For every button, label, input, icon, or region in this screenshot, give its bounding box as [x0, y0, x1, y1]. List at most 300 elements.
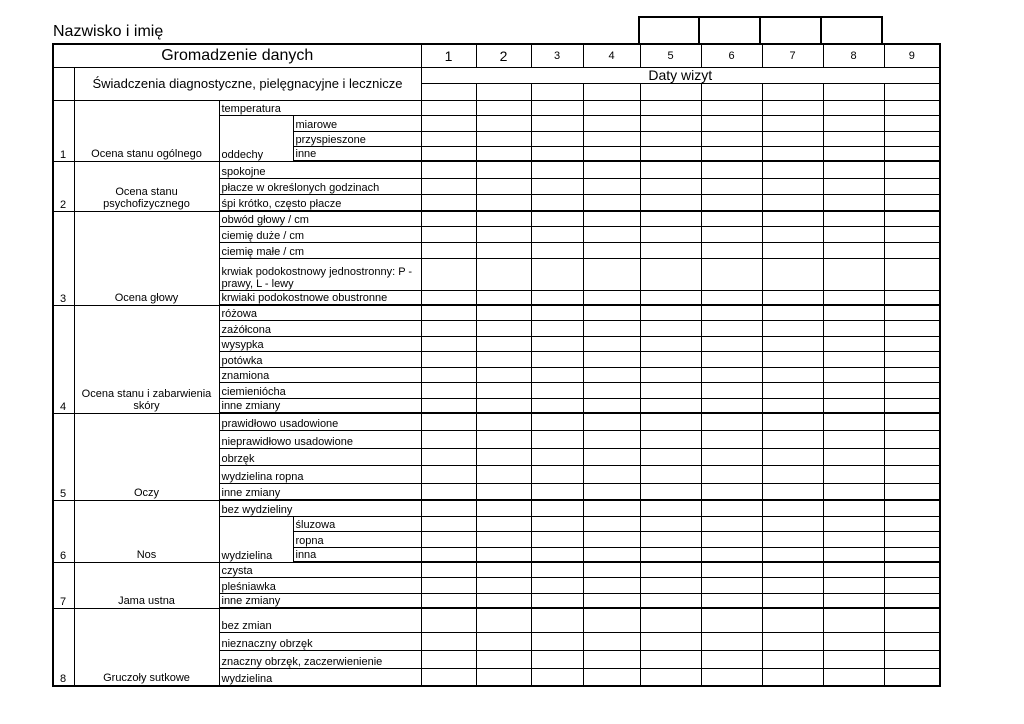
visit-entry-cell[interactable]	[701, 320, 762, 336]
visit-entry-cell[interactable]	[640, 593, 701, 608]
visit-entry-cell[interactable]	[762, 351, 823, 367]
visit-entry-cell[interactable]	[640, 483, 701, 500]
visit-entry-cell[interactable]	[640, 320, 701, 336]
visit-entry-cell[interactable]	[531, 465, 583, 483]
visit-entry-cell[interactable]	[823, 351, 884, 367]
visit-entry-cell[interactable]	[884, 577, 940, 593]
visit-entry-cell[interactable]	[476, 194, 531, 211]
visit-entry-cell[interactable]	[476, 367, 531, 382]
visit-entry-cell[interactable]	[823, 115, 884, 131]
visit-entry-cell[interactable]	[701, 382, 762, 398]
visit-entry-cell[interactable]	[701, 413, 762, 430]
visit-entry-cell[interactable]	[762, 608, 823, 632]
visit-entry-cell[interactable]	[531, 115, 583, 131]
visit-entry-cell[interactable]	[884, 258, 940, 290]
visit-entry-cell[interactable]	[701, 161, 762, 178]
visit-entry-cell[interactable]	[421, 100, 476, 115]
visit-entry-cell[interactable]	[701, 668, 762, 686]
visit-entry-cell[interactable]	[884, 336, 940, 351]
visit-entry-cell[interactable]	[583, 115, 640, 131]
visit-entry-cell[interactable]	[823, 146, 884, 161]
visit-entry-cell[interactable]	[421, 351, 476, 367]
visit-entry-cell[interactable]	[421, 211, 476, 226]
visit-entry-cell[interactable]	[823, 500, 884, 516]
visit-entry-cell[interactable]	[421, 131, 476, 146]
visit-entry-cell[interactable]	[583, 131, 640, 146]
visit-entry-cell[interactable]	[640, 668, 701, 686]
visit-entry-cell[interactable]	[583, 562, 640, 577]
visit-entry-cell[interactable]	[884, 593, 940, 608]
visit-entry-cell[interactable]	[476, 305, 531, 320]
visit-entry-cell[interactable]	[640, 178, 701, 194]
name-cell[interactable]	[881, 16, 883, 44]
visit-entry-cell[interactable]	[583, 632, 640, 650]
visit-entry-cell[interactable]	[884, 632, 940, 650]
visit-entry-cell[interactable]	[640, 161, 701, 178]
visit-entry-cell[interactable]	[762, 258, 823, 290]
visit-entry-cell[interactable]	[583, 351, 640, 367]
visit-entry-cell[interactable]	[640, 100, 701, 115]
visit-entry-cell[interactable]	[762, 382, 823, 398]
visit-entry-cell[interactable]	[421, 336, 476, 351]
visit-entry-cell[interactable]	[640, 531, 701, 547]
name-cell[interactable]	[638, 16, 640, 44]
visit-entry-cell[interactable]	[823, 516, 884, 531]
visit-entry-cell[interactable]	[476, 115, 531, 131]
visit-date-cell[interactable]	[421, 83, 476, 100]
visit-entry-cell[interactable]	[421, 430, 476, 448]
visit-entry-cell[interactable]	[823, 336, 884, 351]
visit-entry-cell[interactable]	[640, 351, 701, 367]
visit-entry-cell[interactable]	[884, 146, 940, 161]
visit-entry-cell[interactable]	[640, 115, 701, 131]
visit-entry-cell[interactable]	[701, 336, 762, 351]
visit-entry-cell[interactable]	[421, 398, 476, 413]
visit-entry-cell[interactable]	[884, 668, 940, 686]
visit-entry-cell[interactable]	[421, 258, 476, 290]
name-cell[interactable]	[698, 16, 700, 44]
visit-entry-cell[interactable]	[531, 668, 583, 686]
visit-entry-cell[interactable]	[583, 608, 640, 632]
visit-entry-cell[interactable]	[583, 531, 640, 547]
visit-entry-cell[interactable]	[762, 161, 823, 178]
visit-entry-cell[interactable]	[583, 367, 640, 382]
visit-entry-cell[interactable]	[531, 194, 583, 211]
visit-entry-cell[interactable]	[421, 516, 476, 531]
visit-entry-cell[interactable]	[421, 194, 476, 211]
visit-entry-cell[interactable]	[640, 290, 701, 305]
visit-date-cell[interactable]	[884, 83, 940, 100]
name-cell[interactable]	[759, 16, 761, 44]
visit-entry-cell[interactable]	[476, 593, 531, 608]
visit-entry-cell[interactable]	[640, 131, 701, 146]
visit-entry-cell[interactable]	[531, 161, 583, 178]
visit-entry-cell[interactable]	[476, 211, 531, 226]
visit-entry-cell[interactable]	[762, 465, 823, 483]
visit-entry-cell[interactable]	[531, 483, 583, 500]
visit-entry-cell[interactable]	[884, 115, 940, 131]
visit-entry-cell[interactable]	[762, 194, 823, 211]
visit-entry-cell[interactable]	[884, 161, 940, 178]
visit-entry-cell[interactable]	[701, 483, 762, 500]
visit-entry-cell[interactable]	[640, 516, 701, 531]
visit-entry-cell[interactable]	[583, 305, 640, 320]
visit-date-cell[interactable]	[762, 83, 823, 100]
visit-entry-cell[interactable]	[884, 131, 940, 146]
visit-entry-cell[interactable]	[476, 608, 531, 632]
visit-entry-cell[interactable]	[476, 226, 531, 242]
visit-entry-cell[interactable]	[583, 146, 640, 161]
visit-entry-cell[interactable]	[823, 413, 884, 430]
visit-entry-cell[interactable]	[421, 242, 476, 258]
visit-entry-cell[interactable]	[762, 413, 823, 430]
visit-entry-cell[interactable]	[476, 320, 531, 336]
visit-entry-cell[interactable]	[762, 593, 823, 608]
visit-entry-cell[interactable]	[583, 547, 640, 562]
visit-entry-cell[interactable]	[640, 632, 701, 650]
visit-entry-cell[interactable]	[583, 448, 640, 465]
visit-entry-cell[interactable]	[476, 430, 531, 448]
visit-entry-cell[interactable]	[701, 465, 762, 483]
visit-entry-cell[interactable]	[531, 100, 583, 115]
visit-entry-cell[interactable]	[884, 226, 940, 242]
visit-entry-cell[interactable]	[701, 367, 762, 382]
visit-entry-cell[interactable]	[823, 258, 884, 290]
visit-entry-cell[interactable]	[701, 562, 762, 577]
visit-entry-cell[interactable]	[583, 430, 640, 448]
visit-entry-cell[interactable]	[701, 448, 762, 465]
visit-entry-cell[interactable]	[823, 531, 884, 547]
visit-entry-cell[interactable]	[701, 305, 762, 320]
visit-entry-cell[interactable]	[583, 465, 640, 483]
visit-entry-cell[interactable]	[583, 226, 640, 242]
visit-entry-cell[interactable]	[762, 320, 823, 336]
visit-entry-cell[interactable]	[823, 290, 884, 305]
visit-entry-cell[interactable]	[640, 226, 701, 242]
visit-entry-cell[interactable]	[531, 146, 583, 161]
visit-entry-cell[interactable]	[476, 562, 531, 577]
visit-entry-cell[interactable]	[823, 448, 884, 465]
visit-date-cell[interactable]	[701, 83, 762, 100]
visit-entry-cell[interactable]	[884, 547, 940, 562]
visit-entry-cell[interactable]	[476, 258, 531, 290]
visit-entry-cell[interactable]	[823, 593, 884, 608]
visit-entry-cell[interactable]	[421, 632, 476, 650]
visit-entry-cell[interactable]	[640, 448, 701, 465]
visit-entry-cell[interactable]	[640, 242, 701, 258]
visit-entry-cell[interactable]	[583, 100, 640, 115]
visit-entry-cell[interactable]	[701, 398, 762, 413]
visit-entry-cell[interactable]	[762, 100, 823, 115]
visit-entry-cell[interactable]	[823, 320, 884, 336]
visit-entry-cell[interactable]	[762, 211, 823, 226]
visit-date-cell[interactable]	[476, 83, 531, 100]
visit-entry-cell[interactable]	[823, 100, 884, 115]
visit-entry-cell[interactable]	[640, 547, 701, 562]
visit-entry-cell[interactable]	[701, 593, 762, 608]
visit-entry-cell[interactable]	[476, 290, 531, 305]
visit-entry-cell[interactable]	[884, 465, 940, 483]
visit-entry-cell[interactable]	[640, 608, 701, 632]
visit-entry-cell[interactable]	[583, 483, 640, 500]
visit-entry-cell[interactable]	[823, 465, 884, 483]
visit-entry-cell[interactable]	[583, 593, 640, 608]
visit-entry-cell[interactable]	[762, 242, 823, 258]
visit-entry-cell[interactable]	[421, 161, 476, 178]
visit-entry-cell[interactable]	[640, 398, 701, 413]
visit-entry-cell[interactable]	[823, 242, 884, 258]
visit-entry-cell[interactable]	[762, 547, 823, 562]
visit-entry-cell[interactable]	[762, 531, 823, 547]
visit-entry-cell[interactable]	[884, 305, 940, 320]
visit-entry-cell[interactable]	[640, 577, 701, 593]
visit-entry-cell[interactable]	[583, 211, 640, 226]
visit-date-cell[interactable]	[640, 83, 701, 100]
visit-date-cell[interactable]	[531, 83, 583, 100]
visit-entry-cell[interactable]	[421, 483, 476, 500]
visit-entry-cell[interactable]	[884, 413, 940, 430]
visit-entry-cell[interactable]	[531, 562, 583, 577]
visit-entry-cell[interactable]	[476, 577, 531, 593]
visit-entry-cell[interactable]	[583, 290, 640, 305]
visit-entry-cell[interactable]	[421, 226, 476, 242]
visit-entry-cell[interactable]	[762, 577, 823, 593]
visit-entry-cell[interactable]	[531, 382, 583, 398]
visit-entry-cell[interactable]	[531, 178, 583, 194]
visit-entry-cell[interactable]	[823, 668, 884, 686]
visit-entry-cell[interactable]	[640, 465, 701, 483]
visit-entry-cell[interactable]	[762, 562, 823, 577]
visit-entry-cell[interactable]	[640, 194, 701, 211]
visit-entry-cell[interactable]	[762, 448, 823, 465]
visit-entry-cell[interactable]	[823, 632, 884, 650]
visit-entry-cell[interactable]	[421, 562, 476, 577]
visit-entry-cell[interactable]	[476, 242, 531, 258]
visit-entry-cell[interactable]	[476, 178, 531, 194]
visit-entry-cell[interactable]	[701, 115, 762, 131]
visit-entry-cell[interactable]	[583, 194, 640, 211]
visit-entry-cell[interactable]	[762, 226, 823, 242]
visit-entry-cell[interactable]	[762, 290, 823, 305]
visit-entry-cell[interactable]	[583, 668, 640, 686]
visit-entry-cell[interactable]	[884, 430, 940, 448]
visit-entry-cell[interactable]	[823, 131, 884, 146]
visit-entry-cell[interactable]	[421, 500, 476, 516]
visit-entry-cell[interactable]	[884, 194, 940, 211]
visit-entry-cell[interactable]	[583, 258, 640, 290]
visit-entry-cell[interactable]	[583, 516, 640, 531]
visit-entry-cell[interactable]	[476, 351, 531, 367]
visit-date-cell[interactable]	[583, 83, 640, 100]
name-cell[interactable]	[820, 16, 822, 44]
visit-entry-cell[interactable]	[884, 608, 940, 632]
visit-entry-cell[interactable]	[701, 531, 762, 547]
visit-entry-cell[interactable]	[421, 547, 476, 562]
visit-entry-cell[interactable]	[531, 320, 583, 336]
visit-entry-cell[interactable]	[421, 178, 476, 194]
visit-entry-cell[interactable]	[583, 413, 640, 430]
visit-entry-cell[interactable]	[884, 178, 940, 194]
visit-entry-cell[interactable]	[762, 336, 823, 351]
visit-entry-cell[interactable]	[476, 382, 531, 398]
visit-entry-cell[interactable]	[583, 577, 640, 593]
visit-entry-cell[interactable]	[701, 547, 762, 562]
visit-entry-cell[interactable]	[640, 211, 701, 226]
visit-entry-cell[interactable]	[701, 146, 762, 161]
visit-entry-cell[interactable]	[884, 650, 940, 668]
visit-entry-cell[interactable]	[640, 650, 701, 668]
visit-entry-cell[interactable]	[884, 448, 940, 465]
visit-entry-cell[interactable]	[531, 516, 583, 531]
visit-entry-cell[interactable]	[476, 413, 531, 430]
visit-entry-cell[interactable]	[531, 448, 583, 465]
visit-entry-cell[interactable]	[762, 305, 823, 320]
visit-entry-cell[interactable]	[421, 146, 476, 161]
visit-entry-cell[interactable]	[531, 650, 583, 668]
visit-entry-cell[interactable]	[421, 668, 476, 686]
visit-entry-cell[interactable]	[701, 226, 762, 242]
visit-entry-cell[interactable]	[823, 650, 884, 668]
visit-entry-cell[interactable]	[640, 305, 701, 320]
visit-entry-cell[interactable]	[583, 500, 640, 516]
visit-entry-cell[interactable]	[476, 483, 531, 500]
visit-entry-cell[interactable]	[531, 577, 583, 593]
visit-entry-cell[interactable]	[762, 668, 823, 686]
visit-entry-cell[interactable]	[531, 398, 583, 413]
visit-entry-cell[interactable]	[531, 367, 583, 382]
visit-entry-cell[interactable]	[476, 668, 531, 686]
visit-entry-cell[interactable]	[884, 211, 940, 226]
visit-entry-cell[interactable]	[421, 577, 476, 593]
visit-entry-cell[interactable]	[823, 161, 884, 178]
visit-entry-cell[interactable]	[701, 242, 762, 258]
visit-entry-cell[interactable]	[640, 336, 701, 351]
visit-entry-cell[interactable]	[701, 178, 762, 194]
visit-entry-cell[interactable]	[531, 290, 583, 305]
visit-entry-cell[interactable]	[531, 413, 583, 430]
visit-entry-cell[interactable]	[640, 382, 701, 398]
visit-entry-cell[interactable]	[823, 562, 884, 577]
visit-entry-cell[interactable]	[884, 242, 940, 258]
visit-entry-cell[interactable]	[701, 430, 762, 448]
visit-entry-cell[interactable]	[701, 211, 762, 226]
visit-entry-cell[interactable]	[476, 632, 531, 650]
visit-entry-cell[interactable]	[531, 547, 583, 562]
visit-entry-cell[interactable]	[583, 320, 640, 336]
visit-entry-cell[interactable]	[531, 258, 583, 290]
visit-entry-cell[interactable]	[884, 382, 940, 398]
visit-entry-cell[interactable]	[884, 290, 940, 305]
visit-entry-cell[interactable]	[884, 516, 940, 531]
visit-entry-cell[interactable]	[583, 161, 640, 178]
visit-entry-cell[interactable]	[476, 146, 531, 161]
visit-entry-cell[interactable]	[531, 305, 583, 320]
visit-entry-cell[interactable]	[701, 516, 762, 531]
visit-entry-cell[interactable]	[823, 577, 884, 593]
visit-entry-cell[interactable]	[884, 483, 940, 500]
visit-entry-cell[interactable]	[823, 430, 884, 448]
visit-entry-cell[interactable]	[823, 547, 884, 562]
visit-entry-cell[interactable]	[476, 336, 531, 351]
visit-entry-cell[interactable]	[823, 226, 884, 242]
visit-entry-cell[interactable]	[762, 500, 823, 516]
visit-entry-cell[interactable]	[762, 398, 823, 413]
visit-entry-cell[interactable]	[762, 131, 823, 146]
visit-entry-cell[interactable]	[762, 367, 823, 382]
visit-entry-cell[interactable]	[884, 398, 940, 413]
visit-entry-cell[interactable]	[421, 382, 476, 398]
visit-entry-cell[interactable]	[640, 500, 701, 516]
visit-entry-cell[interactable]	[531, 242, 583, 258]
visit-entry-cell[interactable]	[531, 336, 583, 351]
visit-entry-cell[interactable]	[823, 483, 884, 500]
visit-entry-cell[interactable]	[762, 430, 823, 448]
visit-entry-cell[interactable]	[421, 593, 476, 608]
visit-entry-cell[interactable]	[531, 531, 583, 547]
visit-entry-cell[interactable]	[531, 632, 583, 650]
visit-entry-cell[interactable]	[421, 115, 476, 131]
visit-entry-cell[interactable]	[884, 320, 940, 336]
visit-entry-cell[interactable]	[884, 351, 940, 367]
visit-entry-cell[interactable]	[701, 577, 762, 593]
visit-entry-cell[interactable]	[476, 100, 531, 115]
visit-entry-cell[interactable]	[583, 650, 640, 668]
visit-entry-cell[interactable]	[884, 367, 940, 382]
visit-entry-cell[interactable]	[884, 562, 940, 577]
visit-entry-cell[interactable]	[762, 650, 823, 668]
visit-entry-cell[interactable]	[762, 178, 823, 194]
visit-entry-cell[interactable]	[701, 608, 762, 632]
visit-entry-cell[interactable]	[421, 290, 476, 305]
visit-entry-cell[interactable]	[701, 650, 762, 668]
visit-entry-cell[interactable]	[762, 516, 823, 531]
visit-entry-cell[interactable]	[701, 258, 762, 290]
visit-entry-cell[interactable]	[476, 650, 531, 668]
visit-entry-cell[interactable]	[421, 305, 476, 320]
visit-entry-cell[interactable]	[823, 305, 884, 320]
visit-entry-cell[interactable]	[701, 351, 762, 367]
visit-entry-cell[interactable]	[823, 194, 884, 211]
visit-entry-cell[interactable]	[640, 430, 701, 448]
visit-entry-cell[interactable]	[640, 146, 701, 161]
visit-entry-cell[interactable]	[583, 336, 640, 351]
visit-entry-cell[interactable]	[476, 547, 531, 562]
visit-entry-cell[interactable]	[701, 632, 762, 650]
visit-entry-cell[interactable]	[823, 382, 884, 398]
visit-entry-cell[interactable]	[531, 131, 583, 146]
visit-entry-cell[interactable]	[476, 131, 531, 146]
visit-entry-cell[interactable]	[476, 465, 531, 483]
visit-entry-cell[interactable]	[823, 211, 884, 226]
visit-entry-cell[interactable]	[421, 531, 476, 547]
visit-entry-cell[interactable]	[476, 161, 531, 178]
visit-entry-cell[interactable]	[531, 351, 583, 367]
visit-entry-cell[interactable]	[884, 100, 940, 115]
visit-entry-cell[interactable]	[421, 413, 476, 430]
visit-entry-cell[interactable]	[476, 531, 531, 547]
visit-entry-cell[interactable]	[701, 290, 762, 305]
visit-entry-cell[interactable]	[583, 382, 640, 398]
visit-entry-cell[interactable]	[421, 367, 476, 382]
visit-entry-cell[interactable]	[421, 650, 476, 668]
visit-entry-cell[interactable]	[823, 608, 884, 632]
visit-entry-cell[interactable]	[640, 367, 701, 382]
visit-entry-cell[interactable]	[421, 608, 476, 632]
visit-entry-cell[interactable]	[583, 178, 640, 194]
visit-entry-cell[interactable]	[421, 448, 476, 465]
visit-entry-cell[interactable]	[476, 448, 531, 465]
visit-entry-cell[interactable]	[701, 500, 762, 516]
